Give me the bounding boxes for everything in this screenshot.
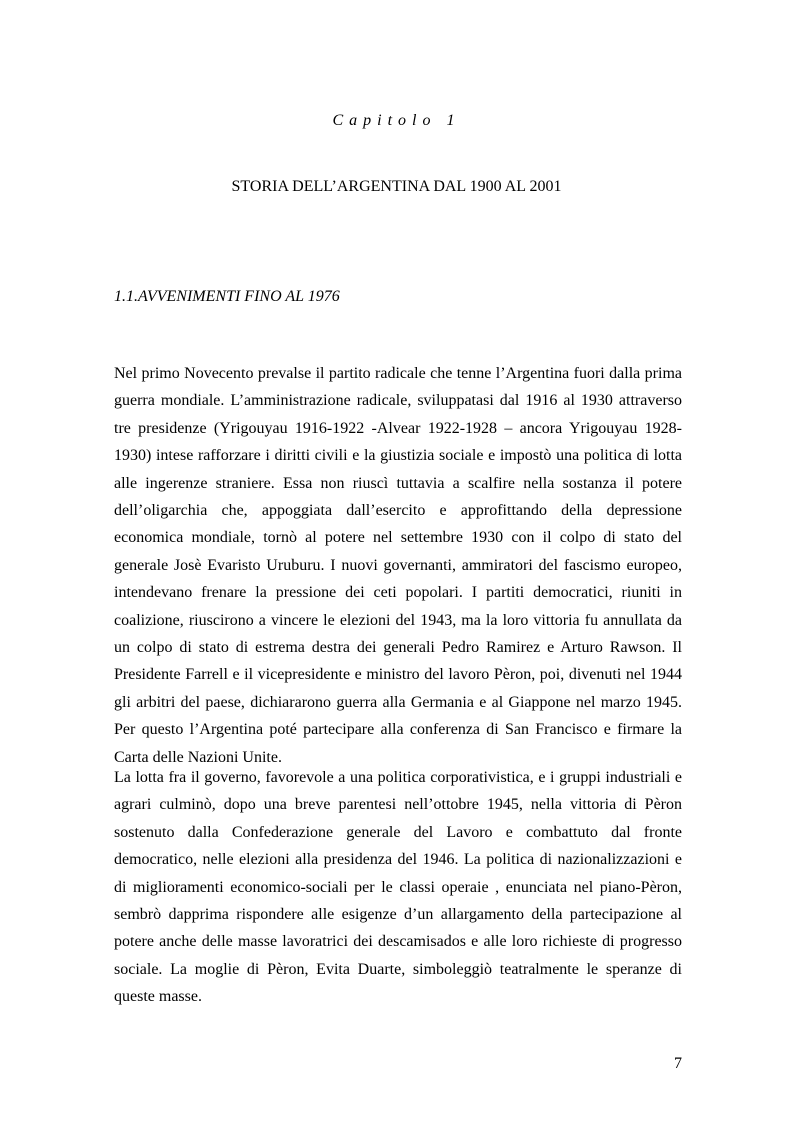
section-heading: 1.1.AVVENIMENTI FINO AL 1976	[114, 288, 340, 305]
paragraph-1: Nel primo Novecento prevalse il partito radicale che tenne l’Argentina fuori dalla prima guerra mondiale. L’amministrazione radicale, sviluppatasi dal 1916 al 1930 attraverso tre presidenze (Yrigouyau 1916-1922 -Alvear 1922-1928 – ancora Yrigouyau 1928-1930) intese rafforzare i diritti civili e la giustizia sociale e impostò una politica di lotta alle ingerenze straniere. Essa non riuscì tuttavia a scalfire nella sostanza il potere dell’oligarchia che, appoggiata dall’esercito e approfittando della depressione economica mondiale, tornò al potere nel settembre 1930 con il colpo di stato del generale Josè Evaristo Uruburu. I nuovi governanti, ammiratori del fascismo europeo, intendevano frenare la pressione dei ceti popolari. I partiti democratici, riuniti in coalizione, riuscirono a vincere le elezioni del 1943, ma la loro vittoria fu annullata da un colpo di stato di estrema destra dei generali Pedro Ramirez e Arturo Rawson. Il Presidente Farrell e il vicepresidente e ministro del lavoro Pèron, poi, divenuti nel 1944 gli arbitri del paese, dichiararono guerra alla Germania e al Giappone nel marzo 1945. Per questo l’Argentina poté partecipare alla conferenza di San Francisco e firmare la Carta delle Nazioni Unite.	[114, 365, 682, 766]
chapter-label: Capitolo 1	[332, 112, 461, 129]
chapter-title: STORIA DELL’ARGENTINA DAL 1900 AL 2001	[231, 178, 562, 195]
paragraph-2: La lotta fra il governo, favorevole a una politica corporativistica, e i gruppi industriali e agrari culminò, dopo una breve parentesi nell’ottobre 1945, nella vittoria di Pèron sostenuto dalla Confederazione generale del Lavoro e combattuto dal fronte democratico, nelle elezioni alla presidenza del 1946. La politica di nazionalizzazioni e di miglioramenti economico-sociali per le classi operaie , enunciata nel piano-Pèron, sembrò dapprima rispondere alle esigenze d’un allargamento della partecipazione al potere anche delle masse lavoratrici dei descamisados e alle loro richieste di progresso sociale. La moglie di Pèron, Evita Duarte, simboleggiò teatralmente le speranze di queste masse.	[114, 769, 682, 1006]
page-number: 7	[674, 1055, 682, 1072]
